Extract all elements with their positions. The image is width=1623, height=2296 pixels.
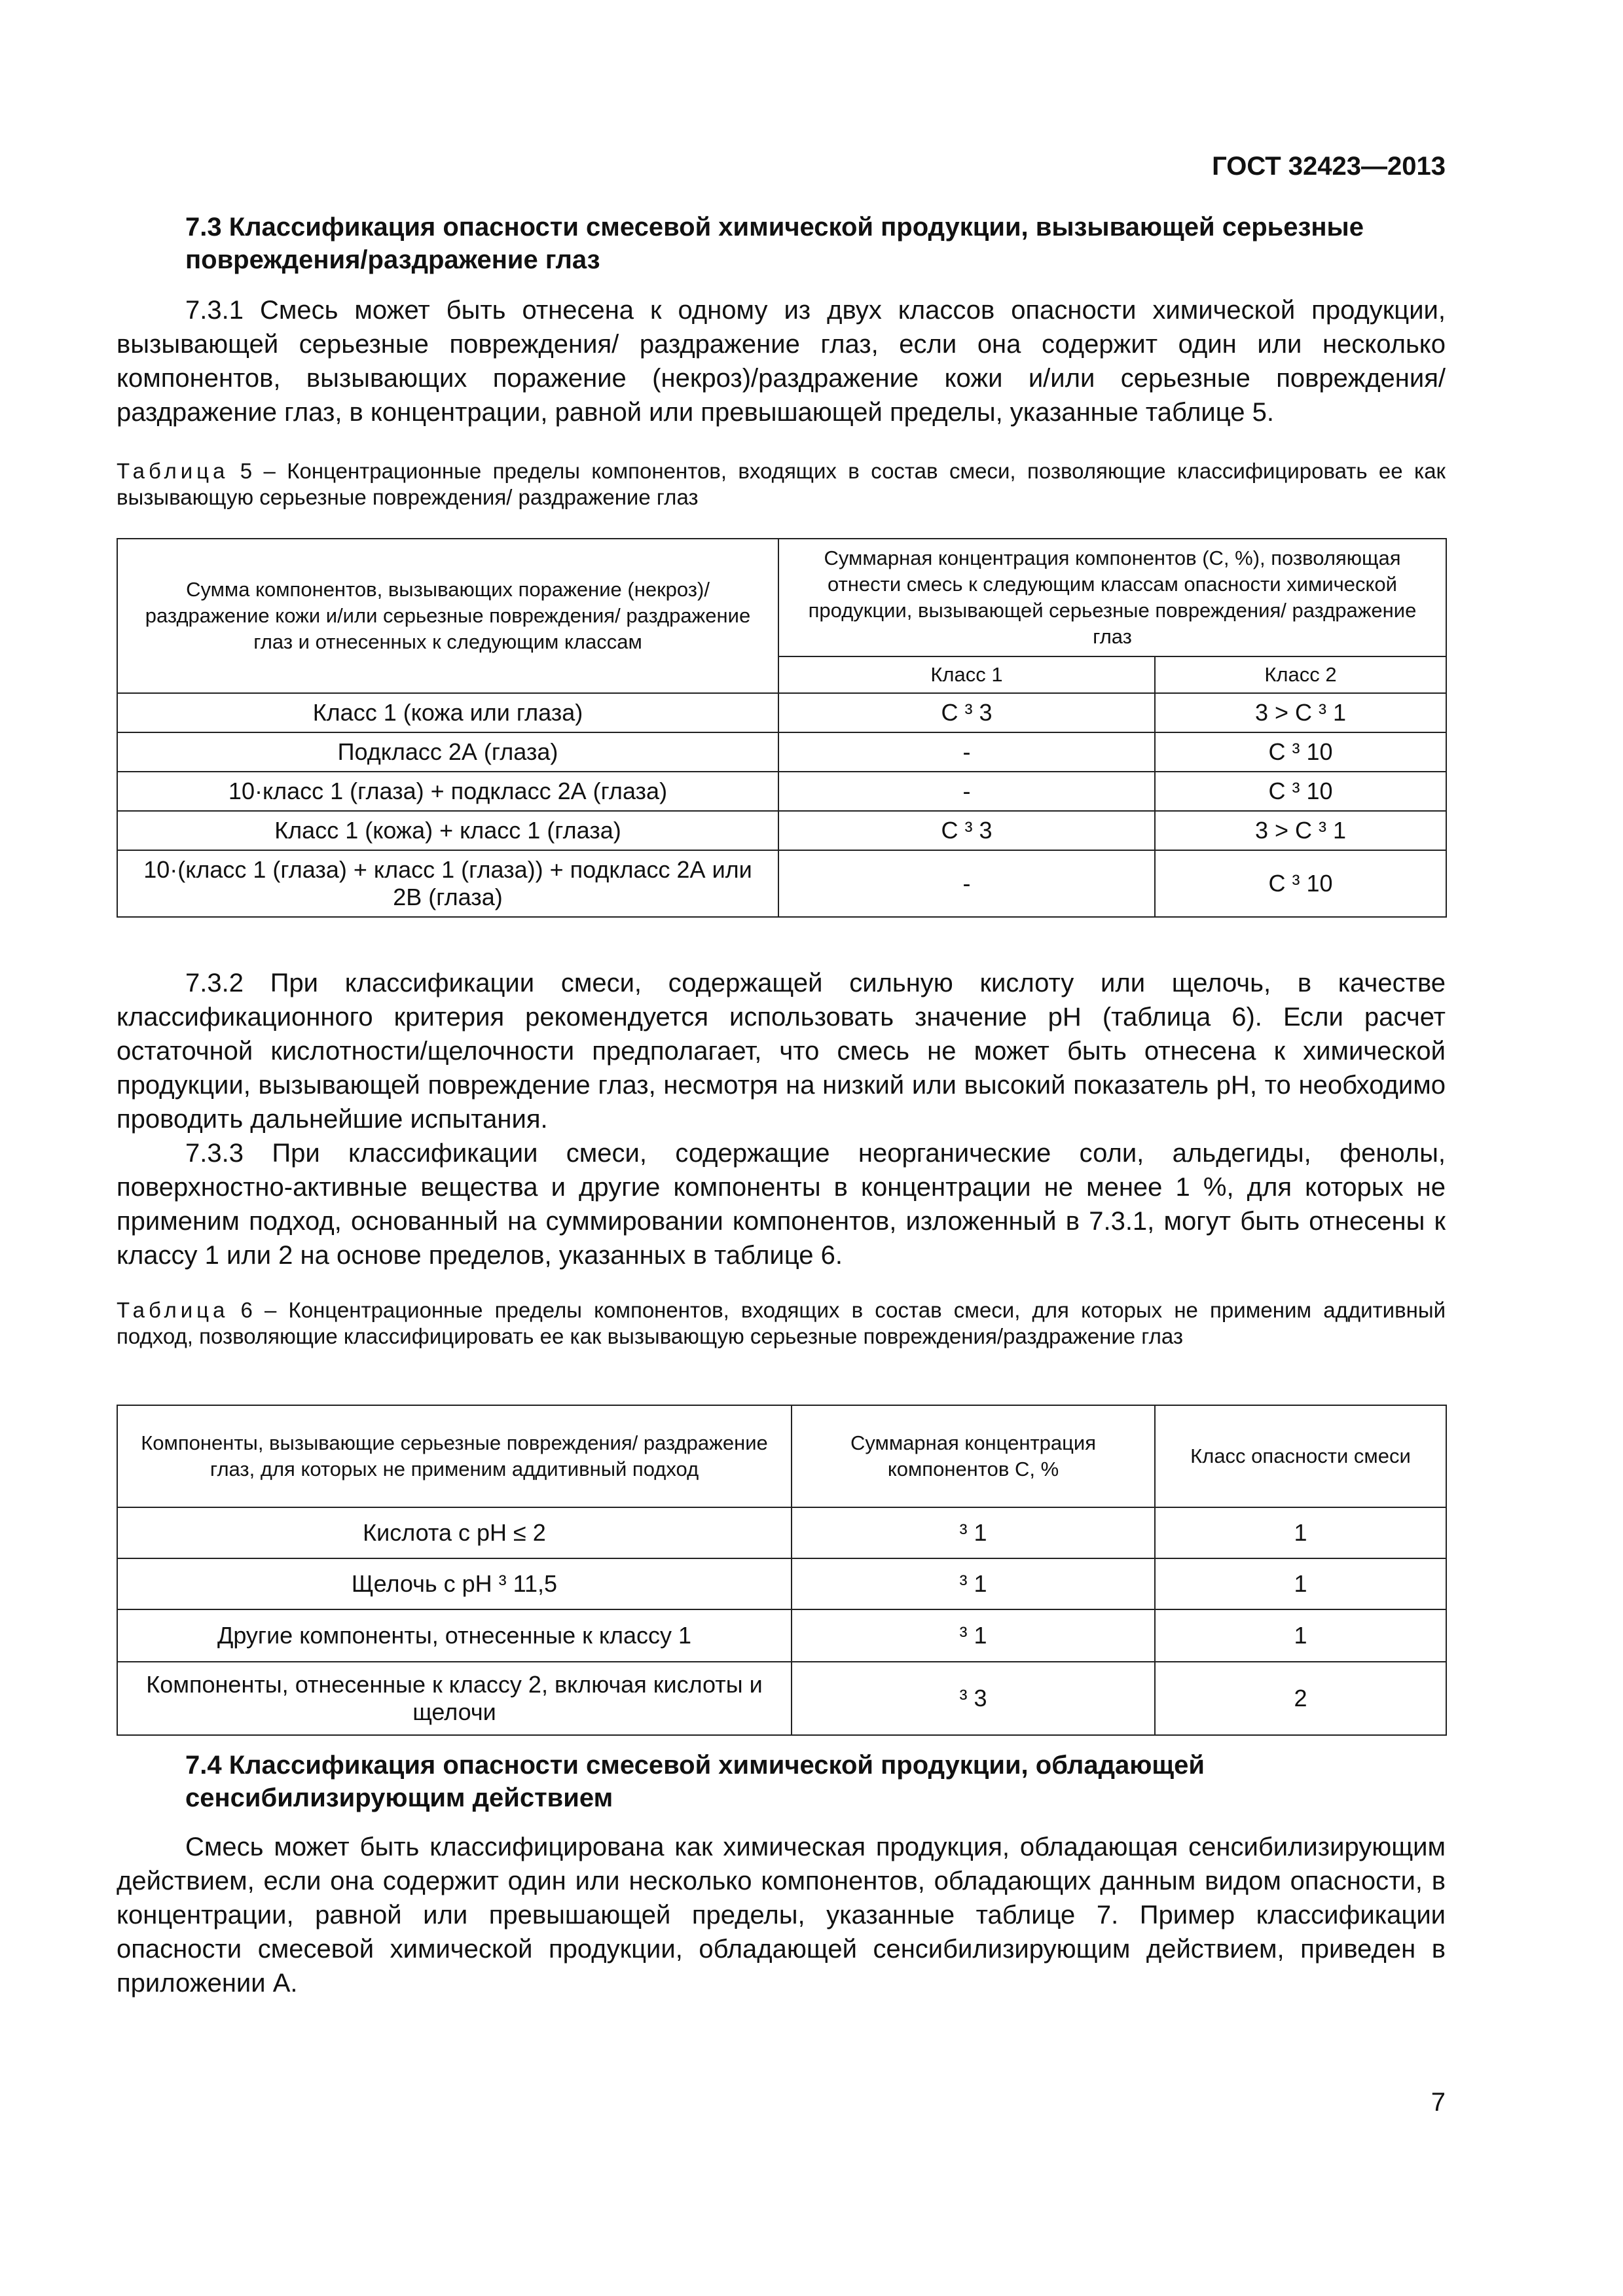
table6-cell-concentration: ³ 1 (792, 1609, 1155, 1662)
table6-caption-label: Таблица (117, 1298, 229, 1322)
table5-cell-class1: - (778, 772, 1155, 811)
table5-cell-class1: - (778, 732, 1155, 772)
table6-cell-concentration: ³ 3 (792, 1662, 1155, 1735)
table5-header-class2: Класс 2 (1155, 656, 1446, 693)
table6-cell-hazard-class: 1 (1155, 1558, 1446, 1609)
table6-cell-component: Компоненты, отнесенные к классу 2, включая кислоты и щелочи (117, 1662, 792, 1735)
table5-cell-class2: C ³ 10 (1155, 772, 1446, 811)
table6-header-hazard-class: Класс опасности смеси (1155, 1405, 1446, 1507)
paragraph-7-3-2: 7.3.2 При классификации смеси, содержащей сильную кислоту или щелочь, в качестве классификационного критерия рекомендуется использовать значение pH (таблица 6). Если расчет остаточной кислотности/щелочности предполагает, что смесь не может быть отнесена к химической продукции, вызывающей повреждение глаз, несмотря на низкий или высокий показатель pH, то необходимо проводить дальнейшие испытания. (117, 969, 1446, 1134)
table6-cell-concentration: ³ 1 (792, 1507, 1155, 1558)
table5-cell-component: Класс 1 (кожа или глаза) (117, 693, 778, 732)
table5-cell-component: Класс 1 (кожа) + класс 1 (глаза) (117, 811, 778, 850)
table5-header-concentration: Суммарная концентрация компонентов (С, %), позволяющая отнести смесь к следующим классам опасности химической продукции, вызывающей серьезные повреждения/ раздражение глаз (778, 539, 1446, 656)
table5-cell-class1: - (778, 850, 1155, 917)
table5-caption-text: 5 – Концентрационные пределы компонентов, входящих в состав смеси, позволяющие классифицировать ее как вызывающую серьезные повреждения/ раздражение глаз (117, 459, 1446, 509)
table5-cell-component: Подкласс 2А (глаза) (117, 732, 778, 772)
table-row (117, 850, 1446, 917)
table6-cell-hazard-class: 2 (1155, 1662, 1446, 1735)
table5-header-class1: Класс 1 (778, 656, 1155, 693)
table6-cell-hazard-class: 1 (1155, 1507, 1446, 1558)
table6-cell-component: Щелочь с pH ³ 11,5 (117, 1558, 792, 1609)
table6-caption (117, 1297, 1446, 1350)
table6-caption-text: 6 – Концентрационные пределы компонентов, входящих в состав смеси, для которых не применим аддитивный подход, позволяющие классифицировать ее как вызывающую серьезные повреждения/раздражение глаз (117, 1298, 1446, 1348)
table5-cell-component: 10·класс 1 (глаза) + подкласс 2А (глаза) (117, 772, 778, 811)
table5-cell-class2: C ³ 10 (1155, 732, 1446, 772)
table-5 (117, 538, 1447, 918)
table-row (117, 772, 1446, 811)
table5-cell-class1: C ³ 3 (778, 811, 1155, 850)
table5-caption (117, 458, 1446, 511)
table6-header-concentration: Суммарная концентрация компонентов С, % (792, 1405, 1155, 1507)
table5-header-components: Сумма компонентов, вызывающих поражение (некроз)/ раздражение кожи и/или серьезные повреждения/ раздражение глаз и отнесенных к следующим классам (117, 539, 778, 693)
table6-cell-component: Другие компоненты, отнесенные к классу 1 (117, 1609, 792, 1662)
paragraph-7-3-3: 7.3.3 При классификации смеси, содержащие неорганические соли, альдегиды, фенолы, поверхностно-активные вещества и другие компоненты в концентрации не менее 1 %, для которых не применим подход, основанный на суммировании компонентов, изложенный в 7.3.1, могут быть отнесены к классу 1 или 2 на основе пределов, указанных в таблице 6. (117, 1139, 1446, 1270)
table-row (117, 1609, 1446, 1662)
table-row (117, 1662, 1446, 1735)
paragraph-7-4: Смесь может быть классифицирована как химическая продукция, обладающая сенсибилизирующим действием, если она содержит один или несколько компонентов, обладающих данным видом опасности, в концентрации, равной или превышающей пределы, указанные таблице 7. Пример классификации опасности смесевой химической продукции, обладающей сенсибилизирующим действием, приведен в приложении А. (117, 1833, 1446, 1998)
table5-cell-class2: 3 > C ³ 1 (1155, 811, 1446, 850)
table-row (117, 811, 1446, 850)
section-7-4-heading: 7.4 Классификация опасности смесевой химической продукции, обладающей сенсибилизирующим действием (185, 1751, 1205, 1812)
paragraph-7-3-1: 7.3.1 Смесь может быть отнесена к одному из двух классов опасности химической продукции, вызывающей серьезные повреждения/ раздражение глаз, если она содержит один или несколько компонентов, вызывающих поражение (некроз)/раздражение кожи и/или серьезные повреждения/раздражение глаз, в концентрации, равной или превышающей пределы, указанные таблице 5. (117, 296, 1446, 427)
table6-cell-hazard-class: 1 (1155, 1609, 1446, 1662)
section-7-3-heading: 7.3 Классификация опасности смесевой химической продукции, вызывающей серьезные повреждения/раздражение глаз (185, 213, 1364, 274)
table6-cell-component: Кислота с pH ≤ 2 (117, 1507, 792, 1558)
table-6 (117, 1405, 1447, 1736)
table-row (117, 693, 1446, 732)
table-row (117, 1507, 1446, 1558)
table6-cell-concentration: ³ 1 (792, 1558, 1155, 1609)
table5-caption-label: Таблица (117, 459, 229, 483)
table6-header-components: Компоненты, вызывающие серьезные повреждения/ раздражение глаз, для которых не применим аддитивный подход (117, 1405, 792, 1507)
table5-cell-class1: C ³ 3 (778, 693, 1155, 732)
table5-cell-class2: C ³ 10 (1155, 850, 1446, 917)
table5-cell-component: 10·(класс 1 (глаза) + класс 1 (глаза)) + подкласс 2А или 2В (глаза) (117, 850, 778, 917)
standard-number: ГОСТ 32423—2013 (1212, 152, 1446, 181)
page-number: 7 (1431, 2088, 1446, 2117)
table5-cell-class2: 3 > C ³ 1 (1155, 693, 1446, 732)
table-row (117, 732, 1446, 772)
table-row (117, 1558, 1446, 1609)
